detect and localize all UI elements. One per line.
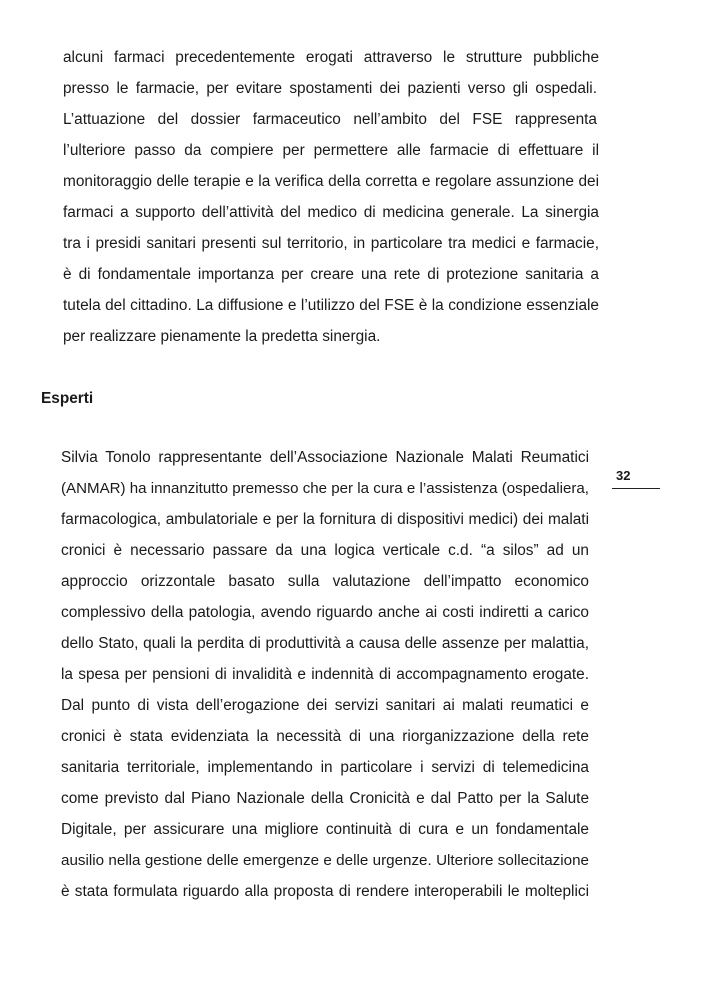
text-line: L’attuazione del dossier farmaceutico nell’ambito del FSE rappresenta [63, 111, 597, 128]
text-line: farmaci a supporto dell’attività del medico di medicina generale. La sinergia [63, 204, 599, 221]
text-line: alcuni farmaci precedentemente erogati attraverso le strutture pubbliche [63, 49, 599, 66]
text-line: cronici è necessario passare da una logica verticale c.d. “a silos” ad un [61, 542, 589, 559]
page-number: 32 [616, 468, 631, 483]
text-line: (ANMAR) ha innanzitutto premesso che per la cura e l’assistenza (ospedaliera, [61, 480, 589, 497]
text-line: Silvia Tonolo rappresentante dell’Associazione Nazionale Malati Reumatici [61, 449, 589, 466]
text-line: presso le farmacie, per evitare spostamenti dei pazienti verso gli ospedali. [63, 80, 597, 97]
body-paragraph-1 [63, 42, 599, 352]
text-line: la spesa per pensioni di invalidità e indennità di accompagnamento erogate. [61, 666, 589, 683]
text-line: è stata formulata riguardo alla proposta di rendere interoperabili le molteplici [61, 883, 589, 900]
text-line: tutela del cittadino. La diffusione e l’utilizzo del FSE è la condizione essenziale [63, 297, 599, 314]
text-line: come previsto dal Piano Nazionale della Cronicità e dal Patto per la Salute [61, 790, 589, 807]
text-line: sanitaria territoriale, implementando in particolare i servizi di telemedicina [61, 759, 589, 776]
text-line: Dal punto di vista dell’erogazione dei servizi sanitari ai malati reumatici e [61, 697, 589, 714]
text-line: monitoraggio delle terapie e la verifica della corretta e regolare assunzione dei [63, 173, 599, 190]
section-heading: Esperti [41, 390, 94, 407]
text-line: per realizzare pienamente la predetta sinergia. [63, 328, 381, 345]
text-line: Digitale, per assicurare una migliore continuità di cura e un fondamentale [61, 821, 589, 838]
text-line: tra i presidi sanitari presenti sul territorio, in particolare tra medici e farmacie, [63, 235, 599, 252]
text-line: cronici è stata evidenziata la necessità di una riorganizzazione della rete [61, 728, 589, 745]
text-line: ausilio nella gestione delle emergenze e delle urgenze. Ulteriore sollecitazione [61, 852, 589, 869]
text-line: dello Stato, quali la perdita di produttività a causa delle assenze per malattia, [61, 635, 589, 652]
body-paragraph-2 [61, 442, 589, 907]
text-line: farmacologica, ambulatoriale e per la fornitura di dispositivi medici) dei malati [61, 511, 589, 528]
text-line: è di fondamentale importanza per creare una rete di protezione sanitaria a [63, 266, 599, 283]
text-line: l’ulteriore passo da compiere per permettere alle farmacie di effettuare il [63, 142, 599, 159]
text-line: approccio orizzontale basato sulla valutazione dell’impatto economico [61, 573, 589, 590]
page-number-rule [612, 488, 660, 489]
text-line: complessivo della patologia, avendo riguardo anche ai costi indiretti a carico [61, 604, 589, 621]
